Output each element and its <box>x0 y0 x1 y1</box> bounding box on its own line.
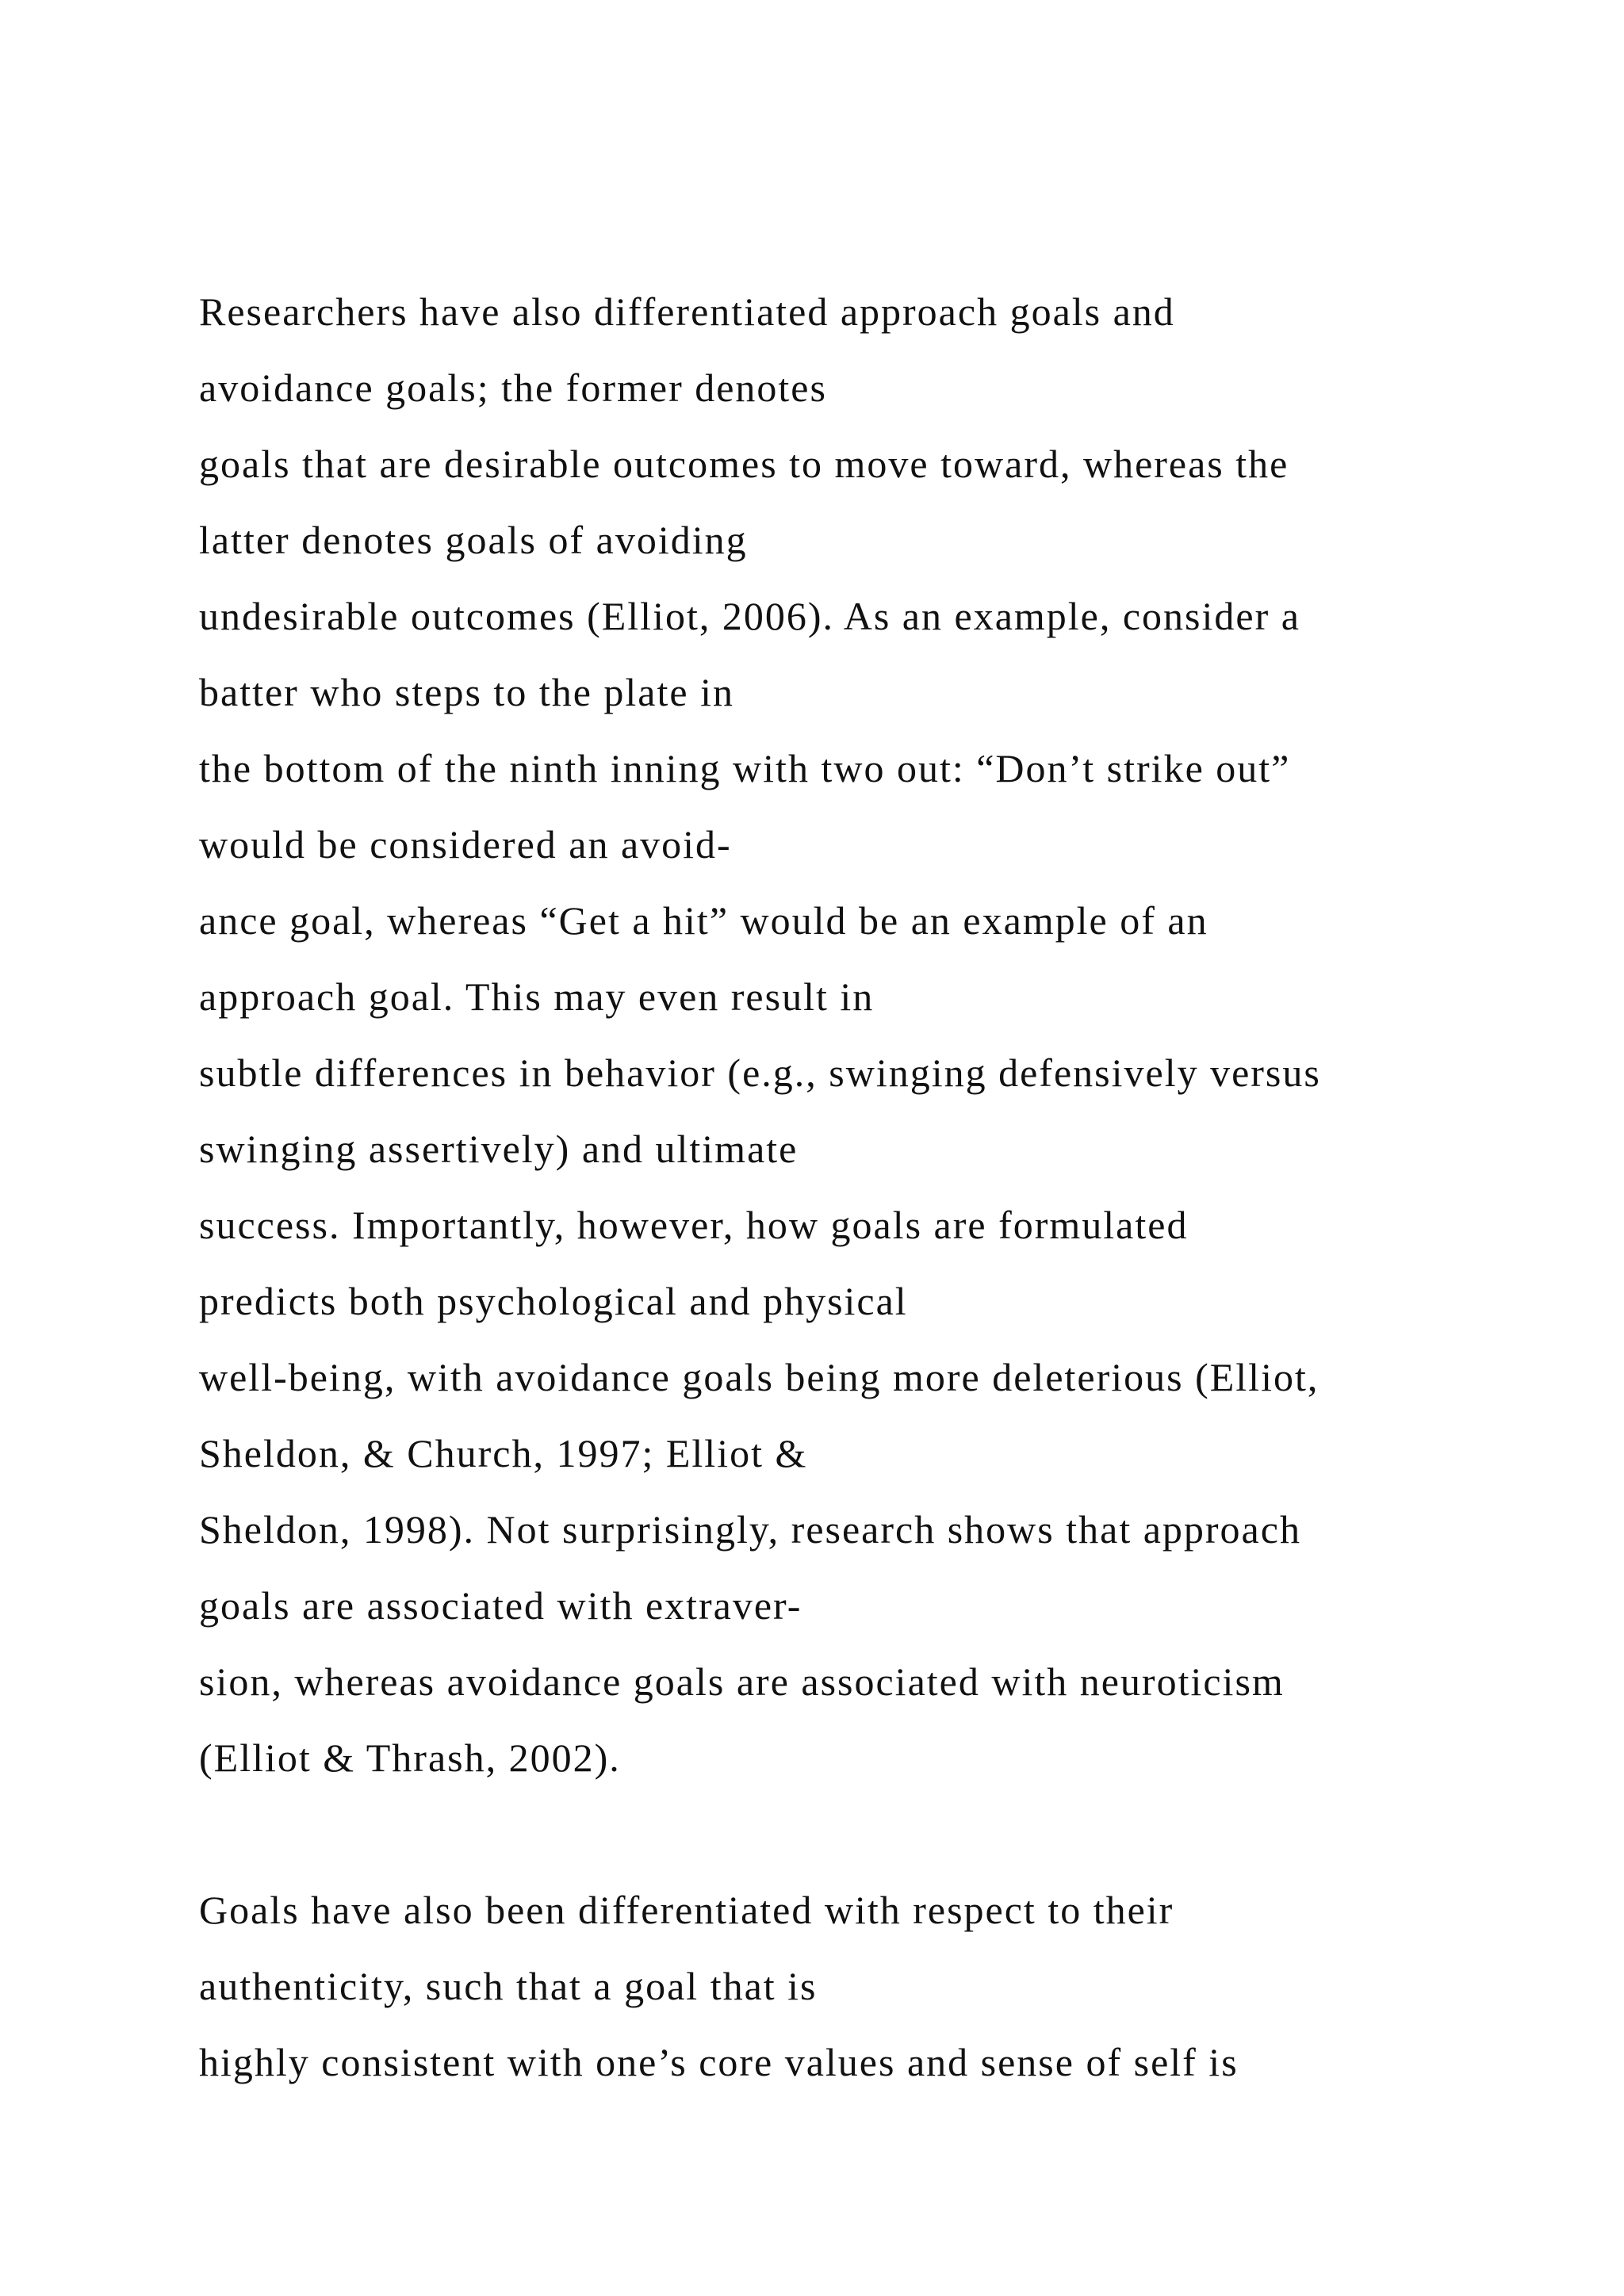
paragraph-spacer <box>199 1796 1484 1872</box>
text-line: Sheldon, & Church, 1997; Elliot & <box>199 1431 808 1475</box>
text-line: avoidance goals; the former denotes <box>199 365 827 410</box>
text-line: swinging assertively) and ultimate <box>199 1127 799 1171</box>
text-line: well-being, with avoidance goals being more deleterious (Elliot, <box>199 1355 1320 1399</box>
text-line: Goals have also been differentiated with respect to their <box>199 1888 1174 1932</box>
text-line: Sheldon, 1998). Not surprisingly, research shows that approach <box>199 1507 1301 1552</box>
text-line: predicts both psychological and physical <box>199 1279 908 1323</box>
text-line: latter denotes goals of avoiding <box>199 518 748 562</box>
text-line: approach goal. This may even result in <box>199 974 875 1019</box>
paragraph-1 <box>199 274 1484 1796</box>
text-line: the bottom of the ninth inning with two out: “Don’t strike out” <box>199 746 1291 790</box>
paragraph-2 <box>199 1872 1484 2100</box>
text-line: subtle differences in behavior (e.g., swinging defensively versus <box>199 1050 1321 1095</box>
text-line: success. Importantly, however, how goals are formulated <box>199 1203 1189 1247</box>
text-line: ance goal, whereas “Get a hit” would be an example of an <box>199 898 1208 943</box>
text-line: batter who steps to the plate in <box>199 670 734 714</box>
text-line: highly consistent with one’s core values and sense of self is <box>199 2040 1239 2084</box>
text-line: undesirable outcomes (Elliot, 2006). As an example, consider a <box>199 594 1300 638</box>
text-line: goals that are desirable outcomes to move toward, whereas the <box>199 442 1289 486</box>
text-line: Researchers have also differentiated approach goals and <box>199 289 1175 334</box>
text-line: authenticity, such that a goal that is <box>199 1964 818 2008</box>
text-line: would be considered an avoid- <box>199 822 732 867</box>
text-line: (Elliot & Thrash, 2002). <box>199 1735 621 1780</box>
text-line: sion, whereas avoidance goals are associated with neuroticism <box>199 1659 1285 1704</box>
text-line: goals are associated with extraver- <box>199 1583 802 1628</box>
document-body <box>199 274 1484 2100</box>
